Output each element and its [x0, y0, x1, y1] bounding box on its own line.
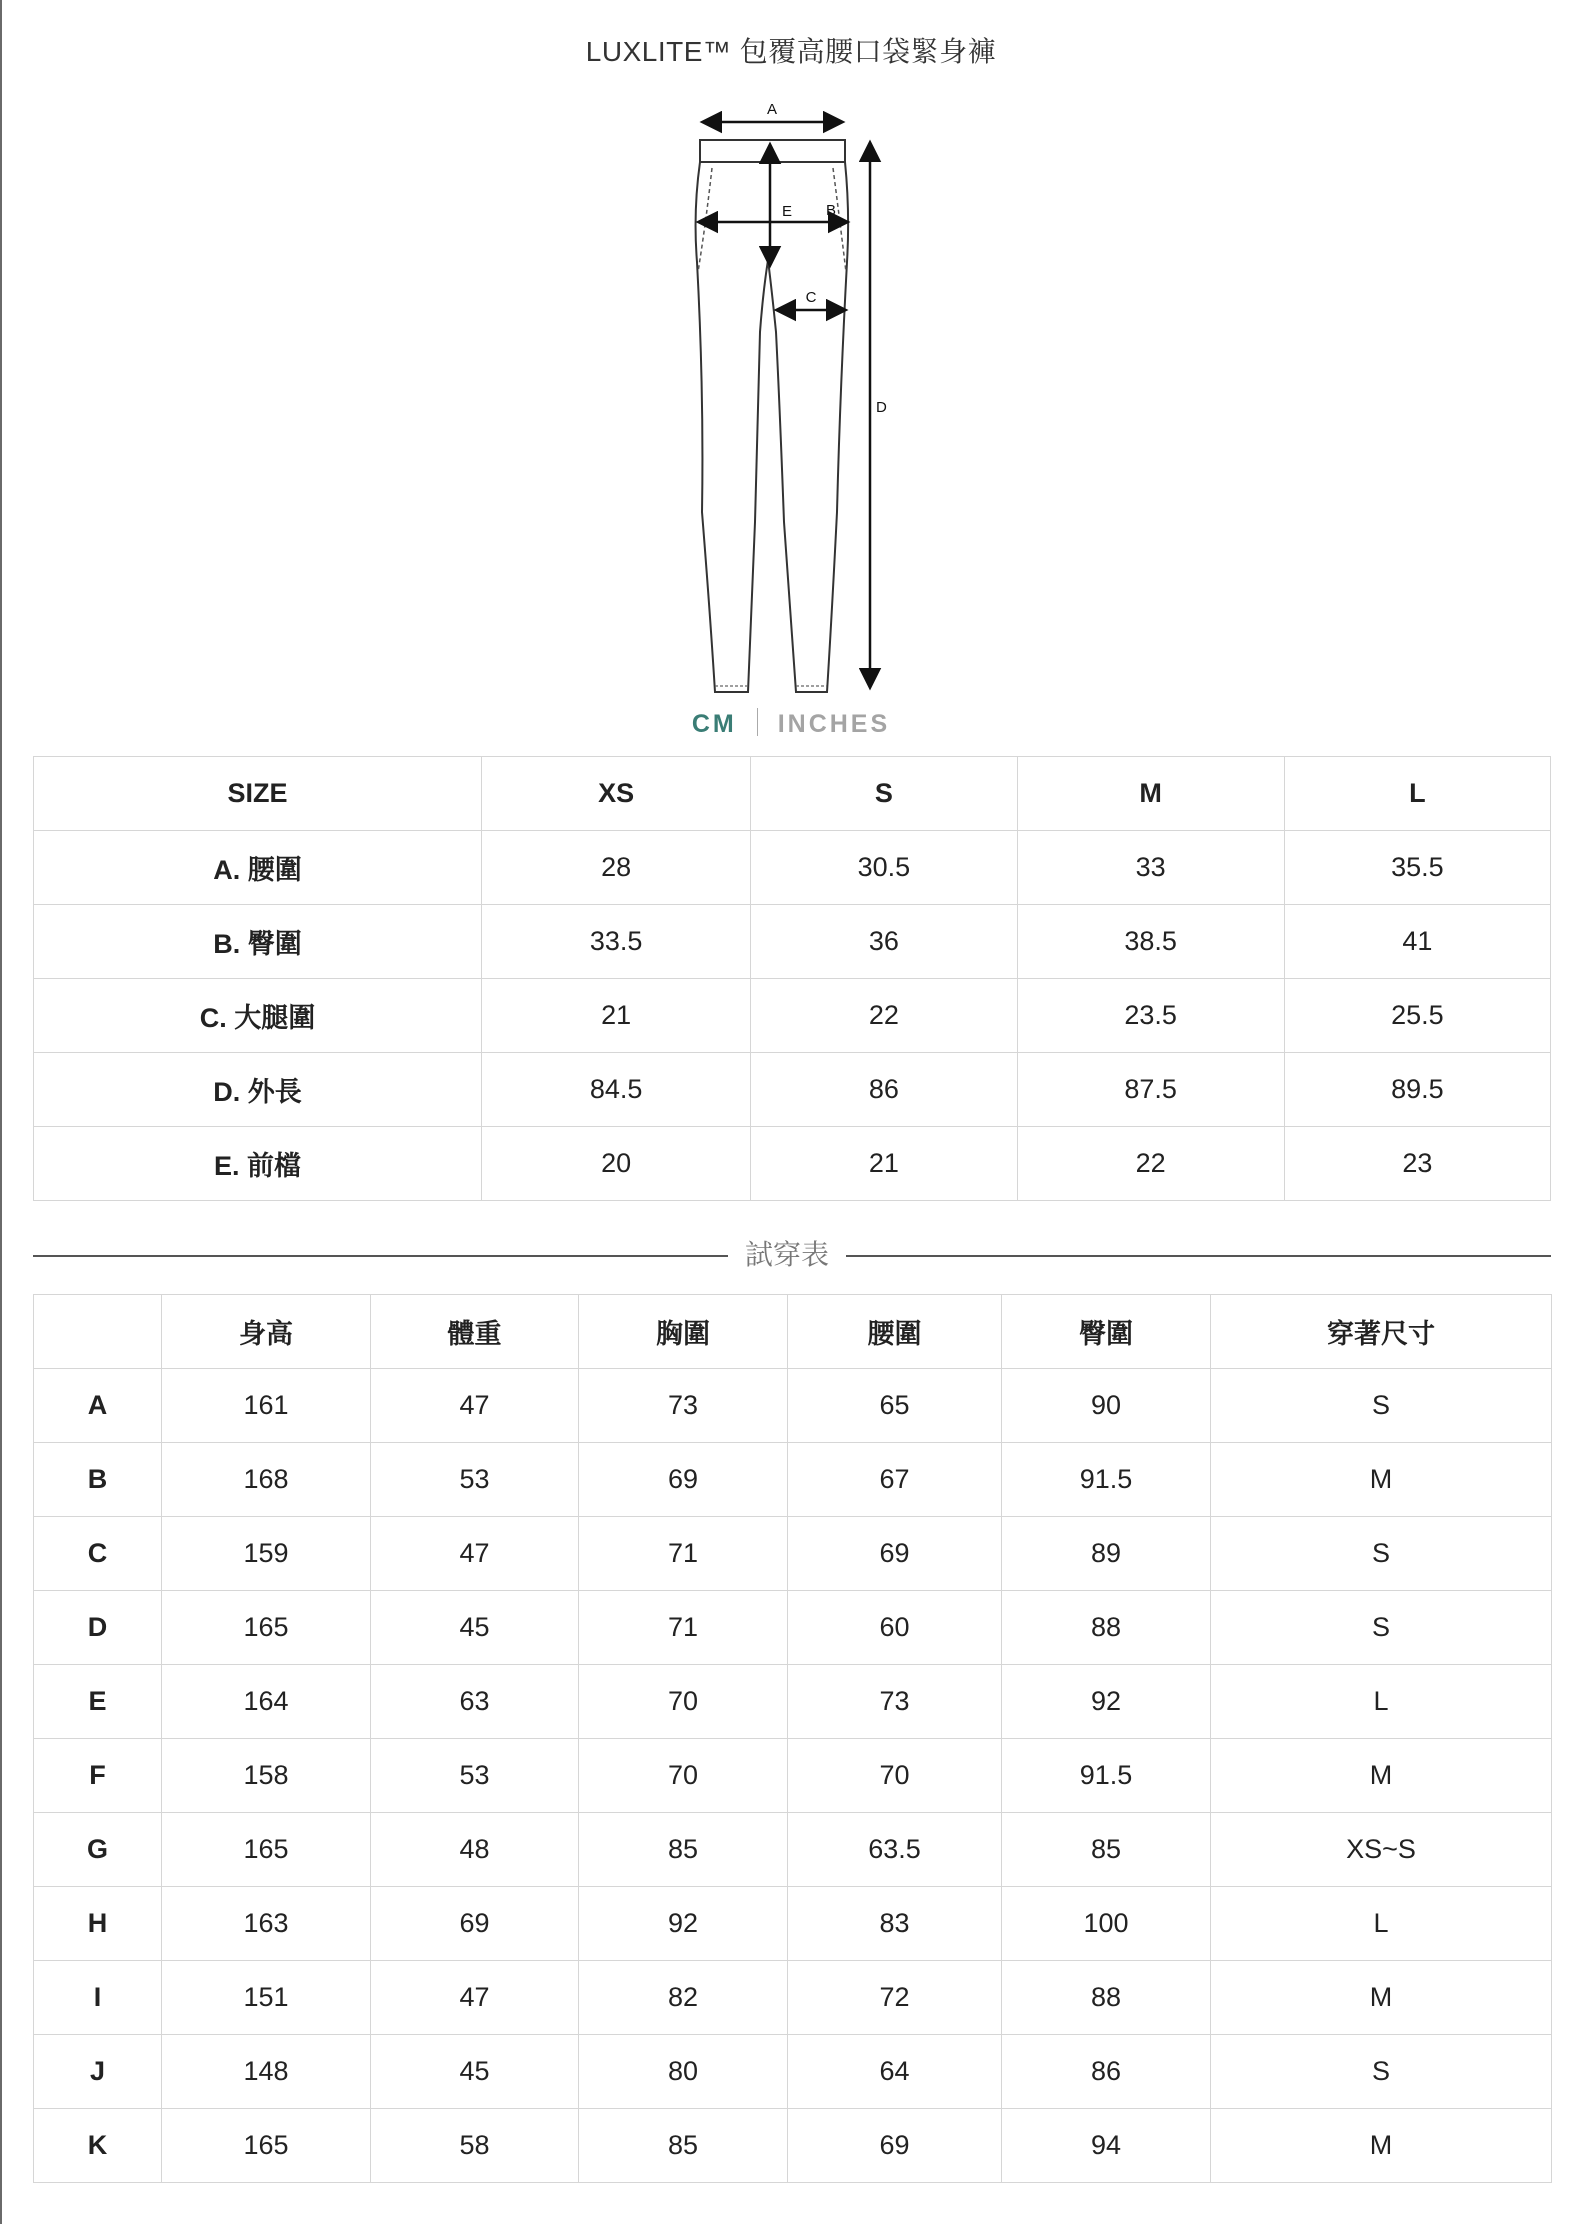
table-cell: 65	[788, 1369, 1002, 1443]
tester-label: H	[34, 1887, 162, 1961]
divider-line-left	[33, 1255, 728, 1257]
label-e: E	[782, 203, 793, 220]
left-pocket-stitch	[698, 168, 712, 272]
table-cell: 63.5	[788, 1813, 1002, 1887]
table-cell: 70	[788, 1739, 1002, 1813]
table-cell: 64	[788, 2035, 1002, 2109]
fit-chart-header-row	[34, 1295, 1552, 1369]
table-cell: L	[1211, 1665, 1552, 1739]
table-cell: 47	[371, 1517, 579, 1591]
table-cell: 48	[371, 1813, 579, 1887]
fit-header-cell: 體重	[371, 1295, 579, 1369]
waistband-outline	[700, 140, 845, 162]
table-row	[34, 1517, 1552, 1591]
table-cell: 23	[1284, 1127, 1550, 1201]
table-cell: 165	[162, 1813, 371, 1887]
table-cell: 89.5	[1284, 1053, 1550, 1127]
table-cell: 72	[788, 1961, 1002, 2035]
table-cell: 22	[751, 979, 1017, 1053]
table-cell: 100	[1002, 1887, 1211, 1961]
table-row	[34, 1961, 1552, 2035]
divider-line-right	[846, 1255, 1551, 1257]
table-row	[34, 1369, 1552, 1443]
table-cell: 20	[482, 1127, 751, 1201]
table-cell: 53	[371, 1739, 579, 1813]
table-row	[34, 1665, 1552, 1739]
size-chart-table	[33, 756, 1551, 1201]
size-header-cell: S	[751, 757, 1017, 831]
measurement-label: A. 腰圍	[34, 831, 482, 905]
right-pocket-stitch	[833, 168, 846, 272]
table-cell: 91.5	[1002, 1443, 1211, 1517]
table-cell: 94	[1002, 2109, 1211, 2183]
fit-section-title: 試穿表	[744, 1239, 829, 1270]
table-cell: 87.5	[1017, 1053, 1284, 1127]
table-cell: XS~S	[1211, 1813, 1552, 1887]
table-cell: 60	[788, 1591, 1002, 1665]
table-cell: 151	[162, 1961, 371, 2035]
table-cell: 84.5	[482, 1053, 751, 1127]
table-cell: 69	[788, 2109, 1002, 2183]
leggings-outline	[696, 162, 849, 692]
table-cell: 80	[579, 2035, 788, 2109]
table-cell: 25.5	[1284, 979, 1550, 1053]
table-cell: 85	[579, 1813, 788, 1887]
tester-label: B	[34, 1443, 162, 1517]
table-cell: 92	[1002, 1665, 1211, 1739]
fit-header-cell: 臀圍	[1002, 1295, 1211, 1369]
table-cell: 28	[482, 831, 751, 905]
table-cell: S	[1211, 2035, 1552, 2109]
table-cell: 70	[579, 1739, 788, 1813]
size-header-cell: XS	[482, 757, 751, 831]
table-row	[34, 2035, 1552, 2109]
table-cell: 47	[371, 1369, 579, 1443]
table-cell: 30.5	[751, 831, 1017, 905]
table-cell: 58	[371, 2109, 579, 2183]
table-cell: 85	[1002, 1813, 1211, 1887]
table-cell: 35.5	[1284, 831, 1550, 905]
table-cell: 88	[1002, 1591, 1211, 1665]
table-row	[34, 1887, 1552, 1961]
measurement-label: C. 大腿圍	[34, 979, 482, 1053]
table-row	[34, 1591, 1552, 1665]
left-border	[0, 0, 2, 2224]
table-row	[34, 831, 1551, 905]
table-cell: 69	[371, 1887, 579, 1961]
table-cell: 165	[162, 1591, 371, 1665]
table-cell: 53	[371, 1443, 579, 1517]
tester-label: D	[34, 1591, 162, 1665]
table-row	[34, 905, 1551, 979]
table-cell: 21	[751, 1127, 1017, 1201]
table-cell: 91.5	[1002, 1739, 1211, 1813]
table-cell: 92	[579, 1887, 788, 1961]
unit-cm-option[interactable]: CM	[691, 710, 737, 738]
fit-header-cell	[34, 1295, 162, 1369]
table-cell: 41	[1284, 905, 1550, 979]
table-cell: 69	[788, 1517, 1002, 1591]
measurement-label: B. 臀圍	[34, 905, 482, 979]
tester-label: F	[34, 1739, 162, 1813]
table-cell: 161	[162, 1369, 371, 1443]
table-cell: 23.5	[1017, 979, 1284, 1053]
table-row	[34, 1443, 1552, 1517]
table-cell: S	[1211, 1591, 1552, 1665]
table-cell: S	[1211, 1369, 1552, 1443]
table-cell: 86	[1002, 2035, 1211, 2109]
table-cell: 158	[162, 1739, 371, 1813]
tester-label: A	[34, 1369, 162, 1443]
fit-header-cell: 身高	[162, 1295, 371, 1369]
table-cell: 163	[162, 1887, 371, 1961]
table-cell: 36	[751, 905, 1017, 979]
tester-label: C	[34, 1517, 162, 1591]
fit-header-cell: 穿著尺寸	[1211, 1295, 1552, 1369]
size-header-cell: M	[1017, 757, 1284, 831]
table-cell: M	[1211, 2109, 1552, 2183]
table-cell: 89	[1002, 1517, 1211, 1591]
fit-header-cell: 胸圍	[579, 1295, 788, 1369]
label-b: B	[826, 202, 837, 219]
table-cell: 159	[162, 1517, 371, 1591]
table-cell: 45	[371, 1591, 579, 1665]
fit-chart-table	[33, 1294, 1552, 2183]
table-cell: 71	[579, 1591, 788, 1665]
table-cell: 85	[579, 2109, 788, 2183]
size-header-cell: SIZE	[34, 757, 482, 831]
table-cell: M	[1211, 1739, 1552, 1813]
size-header-cell: L	[1284, 757, 1550, 831]
measurement-label: E. 前檔	[34, 1127, 482, 1201]
table-cell: 71	[579, 1517, 788, 1591]
table-cell: 47	[371, 1961, 579, 2035]
table-cell: 82	[579, 1961, 788, 2035]
table-cell: 38.5	[1017, 905, 1284, 979]
tester-label: I	[34, 1961, 162, 2035]
table-row	[34, 979, 1551, 1053]
unit-toggle	[0, 708, 1582, 739]
label-a: A	[766, 101, 778, 118]
label-c: C	[805, 289, 817, 306]
table-cell: S	[1211, 1517, 1552, 1591]
table-cell: 83	[788, 1887, 1002, 1961]
unit-inches-option[interactable]: INCHES	[777, 710, 891, 738]
tester-label: G	[34, 1813, 162, 1887]
table-cell: 73	[579, 1369, 788, 1443]
label-d: D	[876, 399, 887, 416]
table-row	[34, 1813, 1552, 1887]
tester-label: K	[34, 2109, 162, 2183]
table-cell: 148	[162, 2035, 371, 2109]
measurement-label: D. 外長	[34, 1053, 482, 1127]
fit-header-cell: 腰圍	[788, 1295, 1002, 1369]
table-cell: 67	[788, 1443, 1002, 1517]
fit-section-divider	[33, 1240, 1551, 1270]
table-row	[34, 2109, 1552, 2183]
table-cell: 33	[1017, 831, 1284, 905]
leggings-measurement-diagram	[660, 92, 920, 702]
table-cell: 88	[1002, 1961, 1211, 2035]
page-title: LUXLITE™ 包覆高腰口袋緊身褲	[585, 36, 997, 67]
table-row	[34, 1127, 1551, 1201]
table-cell: 165	[162, 2109, 371, 2183]
table-cell: 63	[371, 1665, 579, 1739]
table-cell: 90	[1002, 1369, 1211, 1443]
size-chart-header-row	[34, 757, 1551, 831]
table-row	[34, 1739, 1552, 1813]
table-cell: 168	[162, 1443, 371, 1517]
table-cell: 73	[788, 1665, 1002, 1739]
table-cell: 70	[579, 1665, 788, 1739]
tester-label: J	[34, 2035, 162, 2109]
table-cell: 33.5	[482, 905, 751, 979]
unit-separator	[757, 708, 758, 736]
table-cell: M	[1211, 1443, 1552, 1517]
table-cell: 22	[1017, 1127, 1284, 1201]
table-cell: 45	[371, 2035, 579, 2109]
table-cell: 21	[482, 979, 751, 1053]
table-cell: 164	[162, 1665, 371, 1739]
table-cell: L	[1211, 1887, 1552, 1961]
table-cell: 69	[579, 1443, 788, 1517]
tester-label: E	[34, 1665, 162, 1739]
table-cell: 86	[751, 1053, 1017, 1127]
table-row	[34, 1053, 1551, 1127]
table-cell: M	[1211, 1961, 1552, 2035]
